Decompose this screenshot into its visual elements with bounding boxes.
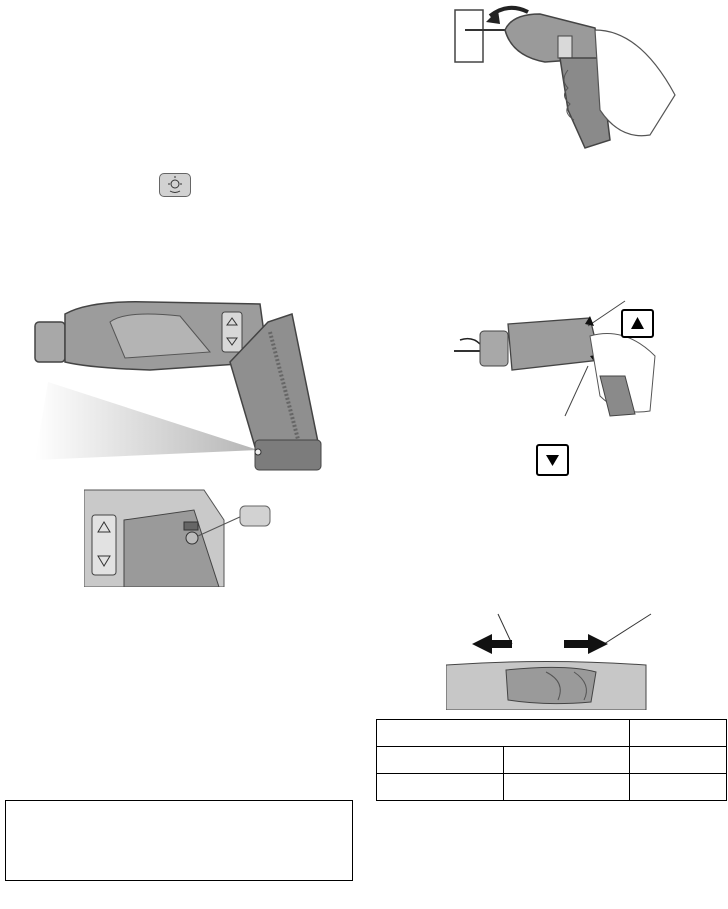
light-button-icon [159,173,191,197]
table-cell [504,774,629,801]
right-arrow-icon [564,634,608,654]
spec-table [376,719,727,801]
left-arrow-icon [472,634,512,654]
table-cell [377,720,630,747]
figure-driver-led-light [30,292,330,474]
figure-screw-tightening [450,0,690,150]
table-cell [629,720,726,747]
table-cell [377,774,504,801]
speed-up-button-icon [621,309,654,338]
table-cell [504,747,629,774]
table-cell [377,747,504,774]
table-cell [629,747,726,774]
speed-down-button-icon [536,444,569,476]
note-box [5,800,353,881]
figure-light-button-closeup [84,480,284,587]
table-cell [629,774,726,801]
figure-direction-switch [446,610,658,710]
